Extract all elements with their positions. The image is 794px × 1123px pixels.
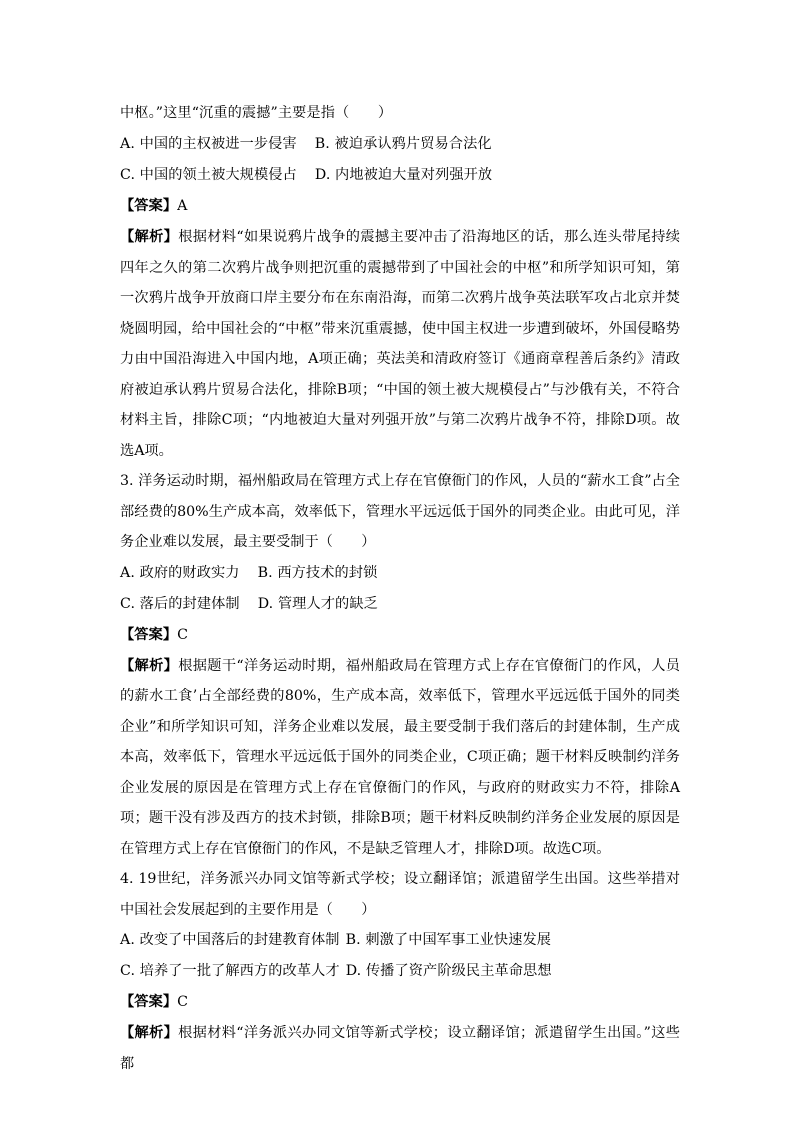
question-2-options-row-1 — [120, 129, 680, 160]
option-a: A. 改变了中国落后的封建教育体制 — [120, 932, 340, 948]
question-4-options-row-1 — [120, 925, 680, 956]
question-3-options-row-2 — [120, 589, 680, 620]
answer-tag: 【答案】 — [120, 626, 178, 643]
analysis-text: 根据材料“洋务派兴办同文馆等新式学校；设立翻译馆；派遣留学生出国。”这些都 — [120, 1025, 680, 1072]
question-3 — [120, 466, 680, 864]
analysis-tag: 【解析】 — [120, 1025, 179, 1041]
option-a: A. 中国的主权被进一步侵害 — [120, 136, 297, 152]
question-4-options-row-2 — [120, 956, 680, 987]
answer-tag: 【答案】 — [120, 994, 178, 1010]
question-4-stem: 4. 19世纪，洋务派兴办同文馆等新式学校；设立翻译馆；派遣留学生出国。这些举措对中国社会发展起到的主要作用是（ ） — [120, 871, 680, 918]
question-4 — [120, 864, 680, 1079]
question-3-stem: 3. 洋务运动时期，福州船政局在管理方式上存在官僚衙门的作风，人员的“薪水工食”占全部经费的80%生产成本高，效率低下，管理水平远远低于国外的同类企业。由此可见，洋务企业难以发展，最主要受制于（ ） — [120, 473, 680, 550]
question-2-stem-tail: 中枢。”这里“沉重的震撼”主要是指（ ） — [120, 105, 393, 121]
option-c: C. 培养了一批了解西方的改革人才 — [120, 963, 340, 979]
answer-value: C — [177, 626, 189, 643]
question-2-options-row-2 — [120, 160, 680, 191]
analysis-tag: 【解析】 — [120, 229, 179, 245]
analysis-text: 根据题干“洋务运动时期，福州船政局在管理方式上存在官僚衙门的作风，人员的薪水工食’占全部经费的80%，生产成本高，效率低下，管理水平远远低于国外的同类企业”和所学知识可知，洋务企业难以发展，最主要受制于我们落后的封建体制，生产成本高，效率低下，管理水平远远低于国外的同类企业，C项正确；题干材料反映制约洋务企业发展的原因是在管理方式上存在官僚衙门的作风，与政府的财政实力不符，排除A项；题干没有涉及西方的技术封锁，排除B项；题干材料反映制约洋务企业发展的原因是在管理方式上存在官僚衙门的作风，不是缺乏管理人才，排除D项。故选C项。 — [120, 657, 680, 857]
option-b: B. 被迫承认鸦片贸易合法化 — [314, 136, 492, 152]
option-c: C. 落后的封建体制 — [120, 595, 240, 612]
option-a: A. 政府的财政实力 — [120, 564, 240, 581]
answer-value: A — [177, 198, 188, 214]
question-3-options-row-1 — [120, 558, 680, 589]
question-2 — [120, 98, 680, 466]
answer-value: C — [177, 994, 189, 1010]
option-d: D. 管理人才的缺乏 — [257, 595, 378, 612]
question-3-answer — [120, 620, 680, 651]
question-2-answer — [120, 191, 680, 222]
analysis-text: 根据材料“如果说鸦片战争的震撼主要冲击了沿海地区的话，那么连头带尾持续四年之久的第二次鸦片战争则把沉重的震撼带到了中国社会的中枢”和所学知识可知，第一次鸦片战争开放商口岸主要分布在东南沿海，而第二次鸦片战争英法联军攻占北京并焚烧圆明园，给中国社会的“中枢”带来沉重震撼，使中国主权进一步遭到破坏，外国侵略势力由中国沿海进入中国内地，A项正确；英法美和清政府签订《通商章程善后条约》清政府被迫承认鸦片贸易合法化，排除B项；“中国的领土被大规模侵占”与沙俄有关，不符合材料主旨，排除C项；“内地被迫大量对列强开放”与第二次鸦片战争不符，排除D项。故选A项。 — [120, 229, 680, 459]
document-page — [120, 98, 680, 1079]
option-d: D. 传播了资产阶级民主革命思想 — [345, 963, 552, 979]
analysis-tag: 【解析】 — [120, 657, 179, 674]
answer-tag: 【答案】 — [120, 198, 178, 214]
question-3-analysis — [120, 651, 680, 865]
question-4-answer — [120, 987, 680, 1018]
option-b: B. 刺激了中国军事工业快速发展 — [345, 932, 552, 948]
option-c: C. 中国的领土被大规模侵占 — [120, 167, 297, 183]
option-d: D. 内地被迫大量对列强开放 — [314, 167, 493, 183]
question-2-analysis — [120, 222, 680, 466]
question-4-analysis — [120, 1018, 680, 1079]
option-b: B. 西方技术的封锁 — [257, 564, 378, 581]
